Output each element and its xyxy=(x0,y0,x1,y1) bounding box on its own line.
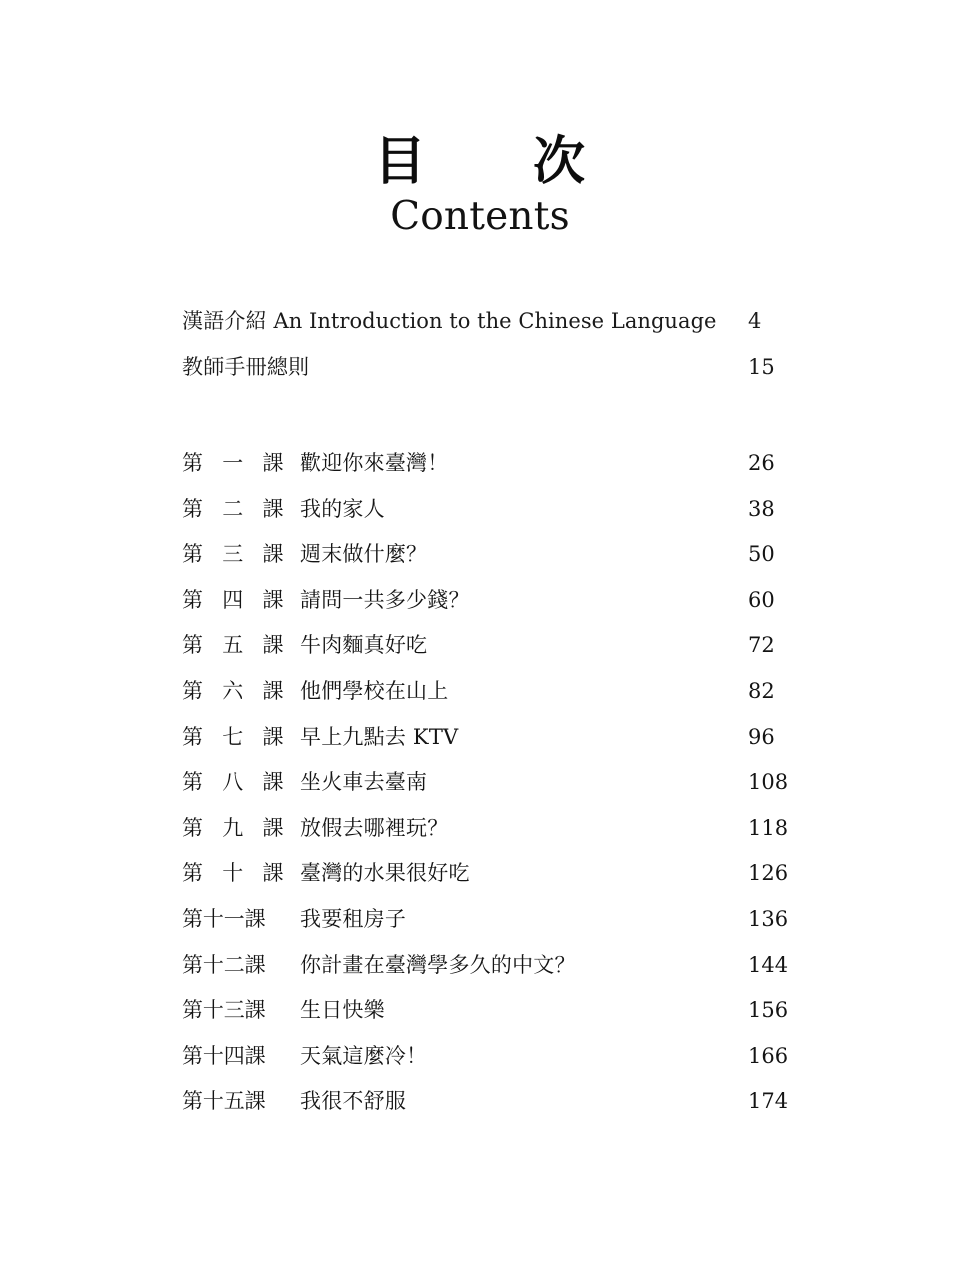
lesson-title: 他們學校在山上 xyxy=(300,678,449,703)
lesson-title: 臺灣的水果很好吃 xyxy=(300,861,470,886)
lesson-row[interactable] xyxy=(182,904,822,950)
front-matter-label-cjk: 教師手冊總則 xyxy=(182,355,310,379)
lesson-page-number: 60 xyxy=(748,587,775,612)
lesson-page-number: 118 xyxy=(748,815,789,840)
page-title-cjk: 目 次 xyxy=(373,131,587,192)
front-matter-row[interactable] xyxy=(182,352,822,398)
lesson-page-number: 136 xyxy=(748,906,789,931)
lesson-title: 週末做什麼？ xyxy=(300,542,428,567)
lesson-number: 第十一課 xyxy=(182,906,266,931)
front-matter-label-english: An Introduction to the Chinese Language xyxy=(273,309,717,333)
lesson-page-number: 166 xyxy=(748,1043,789,1068)
lesson-row[interactable] xyxy=(182,1041,822,1087)
lesson-row[interactable] xyxy=(182,722,822,768)
front-matter-page-number: 15 xyxy=(748,355,775,379)
lesson-number: 第十三課 xyxy=(182,998,266,1023)
lesson-number: 第十四課 xyxy=(182,1043,266,1068)
lesson-row[interactable] xyxy=(182,676,822,722)
lesson-number: 第 六 課 xyxy=(182,678,290,703)
lesson-number: 第 七 課 xyxy=(182,724,290,749)
lesson-number: 第 三 課 xyxy=(182,542,290,567)
page-title-english: Contents xyxy=(390,194,570,240)
lesson-page-number: 156 xyxy=(748,998,789,1023)
lesson-title: 我要租房子 xyxy=(300,906,407,931)
lesson-page-number: 174 xyxy=(748,1089,789,1114)
lesson-row[interactable] xyxy=(182,995,822,1041)
lesson-row[interactable] xyxy=(182,767,822,813)
lesson-title: 歡迎你來臺灣！ xyxy=(300,451,449,475)
lesson-title: 請問一共多少錢？ xyxy=(300,587,470,612)
lesson-title: 你計畫在臺灣學多久的中文？ xyxy=(300,952,576,977)
lesson-row[interactable] xyxy=(182,950,822,996)
lesson-title: 早上九點去 KTV xyxy=(300,724,459,749)
lesson-row[interactable] xyxy=(182,448,822,494)
lesson-number: 第 二 課 xyxy=(182,496,290,521)
lesson-page-number: 82 xyxy=(748,678,775,703)
lesson-title: 我很不舒服 xyxy=(300,1089,407,1114)
lesson-row[interactable] xyxy=(182,813,822,859)
front-matter-page-number: 4 xyxy=(748,309,762,333)
front-matter-list xyxy=(182,306,822,398)
lesson-page-number: 144 xyxy=(748,952,789,977)
lesson-number: 第 五 課 xyxy=(182,633,290,658)
lesson-row[interactable] xyxy=(182,858,822,904)
lesson-page-number: 50 xyxy=(748,542,775,567)
lesson-row[interactable] xyxy=(182,1086,822,1132)
lesson-number: 第 八 課 xyxy=(182,770,290,795)
lesson-list xyxy=(182,448,822,1132)
lesson-title: 生日快樂 xyxy=(300,998,385,1023)
lesson-page-number: 126 xyxy=(748,861,789,886)
lesson-row[interactable] xyxy=(182,494,822,540)
lesson-row[interactable] xyxy=(182,630,822,676)
lesson-title: 天氣這麼冷！ xyxy=(300,1043,428,1068)
page-heading xyxy=(0,131,960,240)
lesson-page-number: 26 xyxy=(748,451,775,475)
lesson-page-number: 108 xyxy=(748,770,789,795)
lesson-row[interactable] xyxy=(182,585,822,631)
lesson-number: 第 四 課 xyxy=(182,587,290,612)
lesson-page-number: 38 xyxy=(748,496,775,521)
lesson-number: 第 十 課 xyxy=(182,861,290,886)
lesson-title: 放假去哪裡玩？ xyxy=(300,815,449,840)
lesson-row[interactable] xyxy=(182,539,822,585)
lesson-number: 第十二課 xyxy=(182,952,266,977)
front-matter-label xyxy=(182,306,717,336)
front-matter-row[interactable] xyxy=(182,306,822,352)
lesson-title: 牛肉麵真好吃 xyxy=(300,633,428,658)
lesson-number: 第十五課 xyxy=(182,1089,266,1114)
lesson-number: 第 九 課 xyxy=(182,815,290,840)
lesson-page-number: 72 xyxy=(748,633,775,658)
lesson-title: 我的家人 xyxy=(300,496,385,521)
front-matter-label-cjk: 漢語介紹 xyxy=(182,309,267,333)
lesson-page-number: 96 xyxy=(748,724,775,749)
lesson-number: 第 一 課 xyxy=(182,451,290,475)
lesson-title: 坐火車去臺南 xyxy=(300,770,428,795)
front-matter-label xyxy=(182,352,309,382)
